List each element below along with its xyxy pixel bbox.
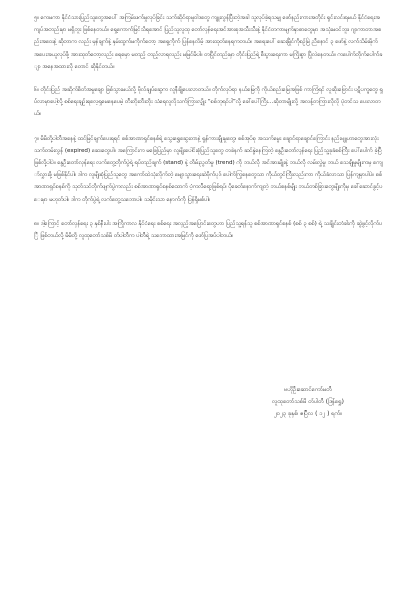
paragraph-7: ၇။ မိမိတို့ပါတီအနေနဲ့ ထင်မြင်ချက်ပေးရရင် စစ်အာဏာရှင်စနစ်ရဲ့ သွေးရွှေဆွေးတာနဲ့ ရှုန်ကားချိုးမှုတွေ၊ စစ်အုပ်စု အသက်မွေး ချောင်ရာချောင်ကြောင်း နည်းဗျူဟာတွေအားလုံး သက်တမ်းလွန် (expired) ဆေးတွေပါ။ အကြောင်းက မဖြေပြည်မှာ လူမျိုးပေါင်းစုံပြည်သူတွေ တခဲနက် ဆင်နွဲနေကြတဲ့ နွေဦးတော်လှန်ရေး ပြည်သူ့ခုခံစစ်ကြီး ပေါ်ပေါက် ခဲ့ပြီ ဖြစ်လို့ပါပဲ။ နွေဦးတော်လှန်ရေး လက်တွေ့တိုက်ပွဲရဲ့ ရပ်တည်ချက် (stand) နဲ့ တိမ်းညွတ်မှု (trend) ကို ဘယ်လို အင်အားမျိုးနဲ့ ဘယ်လို လမ်းလွှဲမှု ဘယ် သေချိုမှုမျိုးကမှ ကျော်လွှားဖို့ မဖြစ်နိုင်ပါ။ ဒါက လူမျိုးစုံပြည်သူတွေ အကော်ထဲသုံးလိုက်တဲ့ မျောသွားရေးဆဲဗိုက်ပုဒ် ပေါက်ကြွနေတွေသာ ကိုယ်တွင်ကြီးလည်းကာ ကိုယ်ခံလာသာ ပြန်ကျမှာပါပဲ။ စစ်အာဏာရှင်စနစ်ကို သုတ်သင်တိုက်ဖျက်ပွဲကလည်း စစ်အာဏာရှင်စနစ်ထောက် ပံ့ကလီရော့ဖြစ်ရပ်၊ ပိုခေတ်နောက်ကျတဲ့ ဘယ်စနစ်မျိုး ဘယ်တစ်ခြားတွေမျိုးကိုမှ ခေါ်ဆောင်ခွင့်ပေးမှာ မဟုတ်ပါ။ ဒါက တိုက်ပွဲရဲ့ လက်တွေ့သဘောပါ။ သမိုင်းသာ နောက်ကို ပြန်ရှိမစ်ပါ။: [34, 135, 383, 203]
paragraph-6: ၆။ တိုင်းပြည် အဆိုက်စိတ်အမှုချော ဖြစ်သွားမယ်လို့ ဗိုလ်ချုပ်ဆွေက လူနီချိုပေးလာတယ်။ တိုက်လုပ်ရာ နယ်မြေကို ကိုယ်စည်းမြေအဖြစ် ကာကြံရင် လူဆိုးဗြောင်း ပဋိပက္ခတွေ ရှုပ်လာမှာပေါ့လို့ စစ်ရေးချဉ်းရလေ့ရှမေနေပေမဲ့ တီးတိုးတီးတိုး သံရေလူလိုသက်ကြားလျှိုး “စစ်ဘုရင်ပါ”လို့ ခေါ်ပေါ်ကြီး…ဆိုတာမျိုးလို့ အလန့်တကြားလိုလို ပုံတင်သ ပေးလာတယ်။: [34, 87, 383, 118]
signature-committee: ဗဟိုဦးဆောင်ကော်မတီ: [284, 387, 332, 393]
paragraph-5: ၅။ ကေမကာ နိုင်ငံသားပြည်သူတွေအပေါ် အကြမ်းဖက်မှုလုပ်ခြင်း သက်ဆိုင်ရာမူဝါဒတွေ ကျူးလွန်ပြီးတဲ့အခါ သူလုပ်ခဲ့ရသမျှ ဖော်နည်းကားအတိုင်း ရှင်းလင်းရမယ် နိုင်ငံရေးအကျပ်အတည်းမှာ မရှိဘူး ဖြစ်နေတယ်။ ရှေ့ကောက်မြင်သိရအောင် ပြည်သူလူထု တော်လှန်ရေးအင်အားစုအသီးသီးနဲ့ နိုင်ငံတကာမျက်နှာစာတွေမှာ အသုံးမဝင်ဘူး၊ ဂျာကာတာအစည်းအဝေးနဲ့ ဆိုတာက လည်း မှန်ချက်နဲ့ နှမ်းထွက်မကိုက်တော့ အရှေ့ကိုက် ပြန်နေလိမ့် အားထုတ်နေရကတယ်။ အရေးပေါ် ဆေးမြိုင်ကိုစဉ်မြဲ ညီနောင် ၃ ဖော်နဲ့ လက်သိမ်းမိုက် အပေးအယူလုပ်ဖို့ အားထုတ်တော့လည်း ရေမှော မတည့် တည့်လာရလည်း မမြင်မိပါ။ တပြိုင်တည်းမှာ တိုင်းပြည်ရဲ့ စီးပွားရေးကာ မကြိုးစွာ ပြိုလဲနေတယ်။ ကပေါက်တိုက်ပေါက်ချာ အနေအထားလို တောင် ဆိုနိုင်တယ်။: [34, 15, 383, 70]
paragraph-8: ၈။ ဒါ့ကြောင့် တော်လှန်ရေး ၃ နှစ်နီးပါး အကြိုကာလ နိုင်ငံရေး စစ်ရေး အလှည့်အပြောင်းတွေဟာ ပြည်သူ့ရန်သူ စစ်အာဏာရှင်စနစ် (စစ် ၃ စစ်) ရဲ့ သချိုင်းတံခါးကို ဆွဲဖွင့်လိုက်ပြီ ဖြစ်တယ်လို့ မိမိတို့ လူထုတော်သစ်မိ တ်ပါတီက ပါတီရဲ့ သဘောထားအမြင်ကို ဖော်ပြအပ်ပါတယ်။: [34, 220, 383, 240]
signature-block: [233, 384, 383, 420]
signature-date: ၂၀၂၃ ခုနှစ်၊ ဧပြီလ ( ၁၂ ) ရက်။: [273, 411, 343, 417]
signature-party: လူထုတော်သစ်မိ တ်ပါတီ (ဒြန်ရွှေ): [272, 399, 344, 405]
